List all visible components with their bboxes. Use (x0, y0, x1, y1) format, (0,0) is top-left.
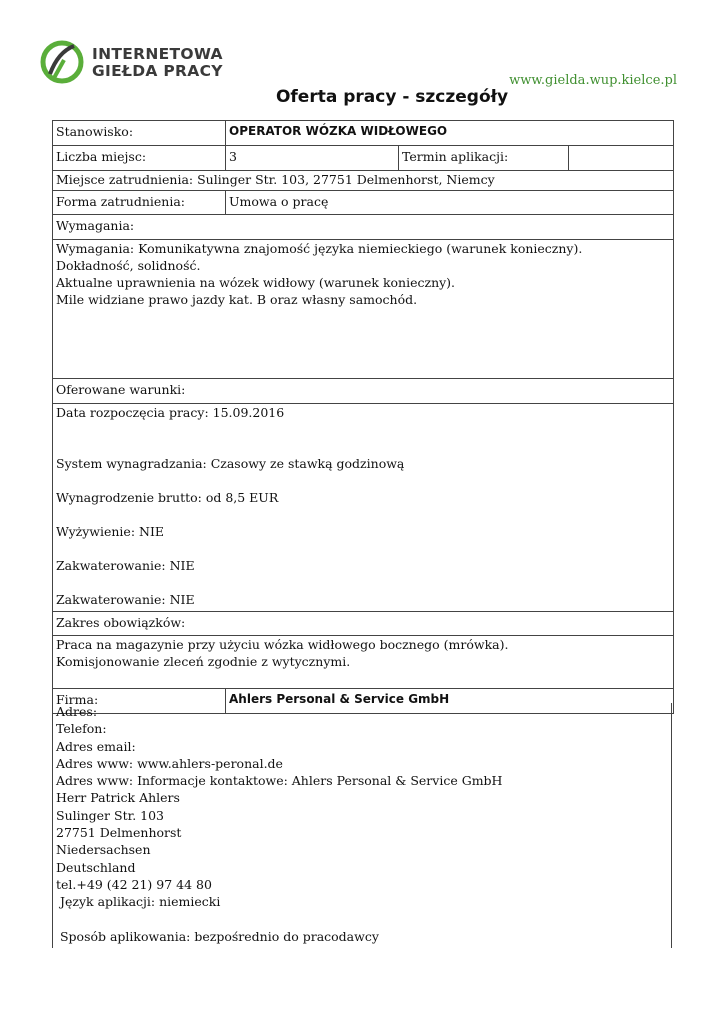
row-zakres-header (53, 612, 673, 636)
address-line: Sposób aplikowania: bezpośrednio do pracodawcy (56, 928, 379, 944)
address-line: tel.+49 (42 21) 97 44 80 (56, 876, 212, 892)
row-oferowane-header (53, 379, 673, 404)
offer-table (52, 120, 674, 714)
address-line: Herr Patrick Ahlers (56, 790, 180, 806)
stanowisko-value: OPERATOR WÓZKA WIDŁOWEGO (225, 121, 673, 145)
forma-value: Umowa o pracę (225, 191, 673, 214)
row-liczba (53, 146, 673, 171)
wymagania-label: Wymagania: (56, 218, 135, 233)
address-line: Adres email: (56, 738, 136, 754)
address-line: 27751 Delmenhorst (56, 825, 182, 841)
wymagania-text: Wymagania: Komunikatywna znajomość języka niemieckiego (warunek konieczny). Dokładność, solidność. Aktualne uprawnienia na wózek widłowy (warunek konieczny). Mile widziane prawo jazdy kat. B oraz własny samochód. (56, 241, 583, 307)
stanowisko-label: Stanowisko: (56, 124, 134, 139)
address-line: Adres www: Informacje kontaktowe: Ahlers Personal & Service GmbH (56, 773, 503, 789)
logo-text (92, 46, 223, 80)
row-oferowane (53, 404, 673, 612)
row-zakres (53, 636, 673, 689)
row-forma (53, 191, 673, 215)
logo-line2: GIEŁDA PRACY (92, 62, 223, 80)
zakres-label: Zakres obowiązków: (56, 615, 186, 630)
firma-value: Ahlers Personal & Service GmbH (225, 689, 673, 713)
termin-label: Termin aplikacji: (398, 146, 568, 170)
address-line: Sulinger Str. 103 (56, 807, 165, 823)
address-line: Adres www: www.ahlers-peronal.de (56, 755, 283, 771)
termin-value (568, 146, 673, 170)
zakres-text: Praca na magazynie przy użyciu wózka widłowego bocznego (mrówka). Komisjonowanie zleceń zgodnie z wytycznymi. (56, 637, 509, 669)
liczba-label: Liczba miejsc: (56, 149, 147, 164)
firma-label: Firma: (56, 692, 99, 707)
address-line (56, 911, 668, 928)
liczba-value: 3 (225, 146, 398, 170)
address-line: Język aplikacji: niemiecki (56, 894, 221, 910)
address-line: Niedersachsen (56, 842, 151, 858)
oferowane-text: Data rozpoczęcia pracy: 15.09.2016 System wynagradzania: Czasowy ze stawką godzinową Wynagrodzenie brutto: od 8,5 EUR Wyżywienie: NIE Zakwaterowanie: NIE Zakwaterowanie: NIE (56, 405, 405, 607)
oferowane-label: Oferowane warunki: (56, 382, 186, 397)
address-line: Adres: (56, 704, 98, 719)
address-line: Telefon: (56, 721, 107, 737)
forma-label: Forma zatrudnienia: (56, 194, 186, 209)
miejsce-value: Miejsce zatrudnienia: Sulinger Str. 103, 27751 Delmenhorst, Niemcy (56, 172, 495, 187)
page-title: Oferta pracy - szczegóły (275, 87, 509, 107)
row-wymagania-header (53, 215, 673, 240)
row-stanowisko (53, 121, 673, 146)
address-line: Deutschland (56, 859, 136, 875)
row-miejsce (53, 171, 673, 191)
row-wymagania (53, 240, 673, 379)
address-block (52, 703, 672, 948)
site-url-link[interactable]: www.gielda.wup.kielce.pl (509, 73, 677, 88)
logo-line1: INTERNETOWA (92, 45, 223, 63)
